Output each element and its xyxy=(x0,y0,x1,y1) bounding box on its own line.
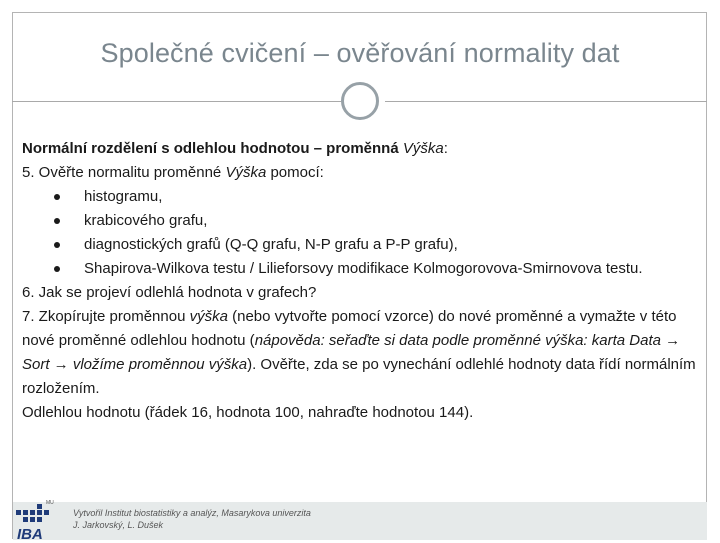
task-5-suffix: pomocí: xyxy=(266,164,324,181)
title-divider-right xyxy=(385,101,707,102)
task-7 xyxy=(22,305,702,401)
list-item-text: Shapirova-Wilkova testu / Lilieforsovy modifikace Kolmogorovova-Smirnovova testu. xyxy=(84,260,643,277)
bullet-icon xyxy=(54,194,60,200)
outlier-note: Odlehlou hodnotu (řádek 16, hodnota 100, nahraďte hodnotou 144). xyxy=(22,404,474,421)
list-item-text: diagnostických grafů (Q-Q grafu, N-P grafu a P-P grafu), xyxy=(84,236,458,253)
bullet-icon xyxy=(54,218,60,224)
footer-credits xyxy=(73,507,311,531)
task-5-prefix: 5. Ověřte normalitu proměnné xyxy=(22,164,226,181)
body-heading xyxy=(22,137,702,161)
ring-ornament-icon xyxy=(341,82,379,120)
bullet-icon xyxy=(54,242,60,248)
task-5-variable: Výška xyxy=(225,164,267,181)
iba-logo xyxy=(14,496,54,543)
bullet-icon xyxy=(54,266,60,272)
list-item-text: krabicového grafu, xyxy=(84,212,208,229)
list-item xyxy=(22,233,702,257)
list-item xyxy=(22,185,702,209)
task-6: 6. Jak se projeví odlehlá hodnota v grafech? xyxy=(22,284,317,301)
method-list xyxy=(22,185,702,281)
list-item xyxy=(22,257,702,281)
logo-mu-text: MU xyxy=(46,500,54,506)
task-7-variable: výška xyxy=(189,308,228,325)
task-7-part-b: (nebo vytvořte pomocí vzorce) do nové proměnné a vymažte v této nové proměnné odlehlou hodnotu ( xyxy=(22,308,677,349)
heading-variable: Výška xyxy=(402,140,444,157)
footer-line-1: Vytvořil Institut biostatistiky a analýz, Masarykova univerzita xyxy=(73,508,311,518)
logo-text: IBA xyxy=(17,526,43,543)
footer-line-2: J. Jarkovský, L. Dušek xyxy=(73,520,164,530)
heading-suffix: : xyxy=(443,140,448,157)
slide-body xyxy=(22,137,702,425)
title-divider-left xyxy=(12,101,341,102)
task-5 xyxy=(22,161,702,185)
task-7-part-a: 7. Zkopírujte proměnnou xyxy=(22,308,190,325)
heading-prefix: Normální rozdělení s odlehlou hodnotou – proměnná xyxy=(22,140,403,157)
task-7-part-c: ). Ověřte, zda se po vynechání odlehlé hodnoty data řídí normálním rozložením. xyxy=(22,356,696,397)
list-item xyxy=(22,209,702,233)
task-7-hint: nápověda: seřaďte si data podle proměnné výška: karta Data → Sort → vložíme proměnnou výška xyxy=(22,332,681,373)
list-item-text: histogramu, xyxy=(84,188,163,205)
slide-title: Společné cvičení – ověřování normality dat xyxy=(100,38,620,68)
